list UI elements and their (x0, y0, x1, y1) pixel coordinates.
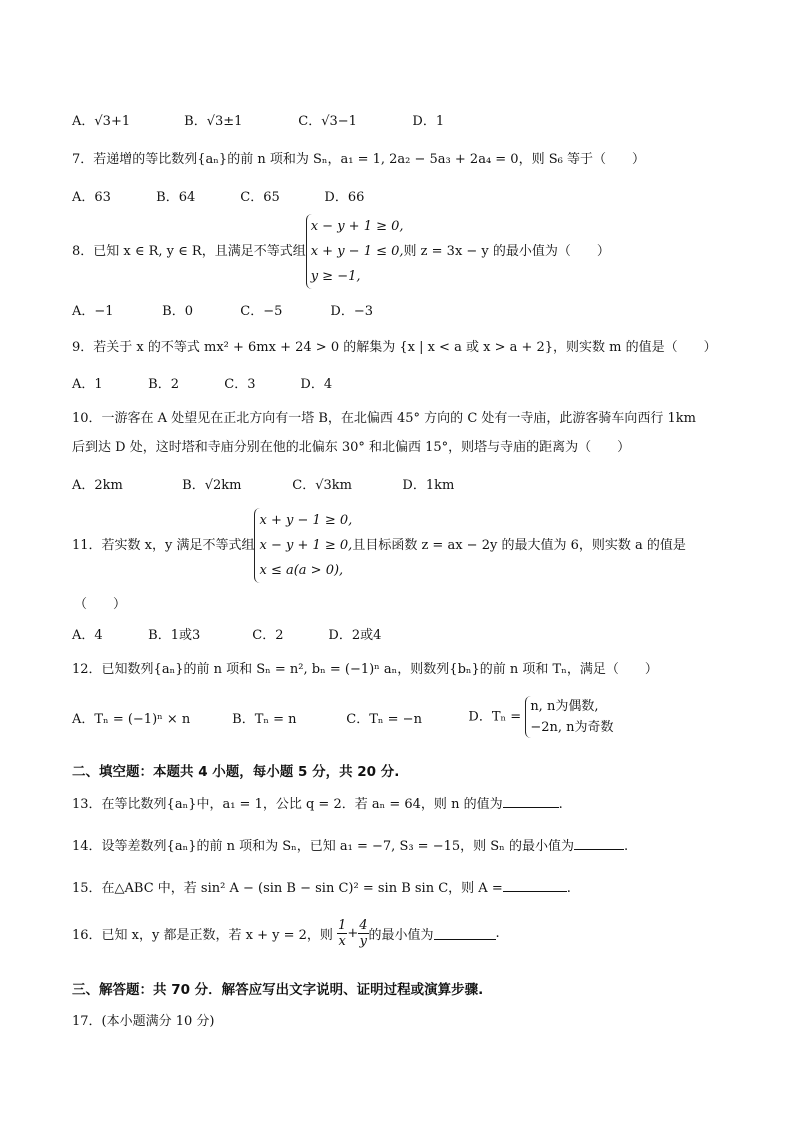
q11-sys-2: x − y + 1 ≥ 0, (259, 538, 353, 553)
q15-blank (503, 879, 567, 892)
q14-text: 14．设等差数列{aₙ}的前 n 项和为 Sₙ，已知 a₁ = −7, S₃ = −15，则 Sₙ 的最小值为 (72, 839, 574, 854)
q13-blank (503, 795, 559, 808)
q12-option-c: C．Tₙ = −n (346, 711, 422, 727)
q13 (72, 793, 563, 812)
section-2-heading: 二、填空题：本题共 4 小题，每小题 5 分，共 20 分. (72, 764, 400, 780)
q8-option-d: D．−3 (330, 304, 374, 319)
q16-text: 16．已知 x，y 都是正数，若 x + y = 2，则 (72, 928, 333, 943)
q11-stem (72, 508, 686, 583)
q16-fraction-1: $\frac{1}{x}$ (338, 918, 347, 949)
q7-option-b: B．64 (156, 190, 196, 205)
q9-stem: 9．若关于 x 的不等式 mx² + 6mx + 24 > 0 的解集为 {x | x < a 或 x > a + 2}，则实数 m 的值是（ ） (72, 340, 717, 355)
q11-system (254, 508, 352, 583)
q7-stem: 7．若递增的等比数列{aₙ}的前 n 项和为 Sₙ，a₁ = 1, 2a₂ − 5a₃ + 2a₄ = 0，则 S₆ 等于（ ） (72, 152, 645, 167)
q8-sys-2: x + y − 1 ≤ 0, (310, 244, 404, 259)
q14-blank (574, 837, 624, 850)
q17-heading: 17．(本小题满分 10 分) (72, 1014, 215, 1029)
q12-option-d-label: D．Tₙ = (468, 709, 522, 725)
q15-text: 15．在△ABC 中，若 sin² A − (sin B − sin C)² = sin B sin C，则 A = (72, 881, 503, 896)
q8-stem (72, 214, 610, 289)
q10-options (72, 474, 454, 493)
q12-option-a: A．Tₙ = (−1)ⁿ × n (72, 711, 191, 727)
q10-option-c: C．√3km (292, 478, 352, 493)
q8-sys-1: x − y + 1 ≥ 0, (310, 219, 404, 234)
q9-option-b: B．2 (148, 377, 179, 392)
q16-end: . (495, 926, 500, 941)
q7-option-c: C．65 (240, 190, 280, 205)
q6-option-d: D．1 (412, 114, 445, 129)
q12-case-2: −2n, n为奇数 (530, 720, 614, 735)
q16-blank (434, 927, 496, 940)
q9-option-c: C．3 (224, 377, 256, 392)
q12-option-d-cases (525, 696, 613, 738)
q13-text: 13．在等比数列{aₙ}中，a₁ = 1，公比 q = 2．若 aₙ = 64，则 n 的值为 (72, 797, 503, 812)
q11-option-b: B．1或3 (148, 628, 201, 643)
q14-end: . (623, 839, 629, 854)
q16-mid: 的最小值为 (368, 928, 434, 943)
q11-paren: （ ） (74, 597, 127, 612)
q7-options (72, 186, 364, 205)
q11-pre: 11．若实数 x，y 满足不等式组 (72, 538, 255, 553)
q12-case-1: n, n为偶数, (530, 699, 599, 714)
q12-options (72, 696, 614, 738)
q8-post: 则 z = 3x − y 的最小值为（ ） (403, 244, 610, 259)
q15-end: . (566, 881, 571, 896)
q6-option-b: B．√3±1 (184, 114, 243, 129)
q10-line2: 后到达 D 处，这时塔和寺庙分别在他的北偏东 30° 和北偏西 15°，则塔与寺庙的距离为（ ） (72, 440, 631, 455)
q11-post: 且目标函数 z = ax − 2y 的最大值为 6，则实数 a 的值是 (352, 538, 686, 553)
q6-options (72, 110, 444, 129)
q7-option-a: A．63 (72, 190, 111, 205)
q8-option-b: B．0 (162, 304, 193, 319)
q11-sys-3: x ≤ a(a > 0), (259, 563, 344, 578)
q8-option-c: C．−5 (240, 304, 283, 319)
q12-option-d (468, 696, 613, 738)
q11-option-c: C．2 (252, 628, 284, 643)
q10-option-d: D．1km (402, 478, 455, 493)
q7-option-d: D．66 (324, 190, 365, 205)
q9-option-a: A．1 (72, 377, 103, 392)
q14 (72, 835, 628, 854)
q8-options (72, 300, 373, 319)
q16: 16．已知 x，y 都是正数，若 x + y = 2，则 $\frac{1}{x}$ + $\frac{4}{y}$ 的最小值为 . (72, 918, 500, 949)
q11-option-a: A．4 (72, 628, 103, 643)
q10-option-b: B．√2km (182, 478, 242, 493)
q10-option-a: A．2km (72, 478, 123, 493)
q8-system (306, 214, 404, 289)
q10-line1: 10．一游客在 A 处望见在正北方向有一塔 B，在北偏西 45° 方向的 C 处有一寺庙，此游客骑车向西行 1km (72, 411, 697, 426)
q8-pre: 8．已知 x ∈ R, y ∈ R，且满足不等式组 (72, 244, 306, 259)
q12-stem: 12．已知数列{aₙ}的前 n 项和 Sₙ = n², bₙ = (−1)ⁿ aₙ，则数列{bₙ}的前 n 项和 Tₙ，满足（ ） (72, 662, 658, 677)
q11-sys-1: x + y − 1 ≥ 0, (259, 513, 353, 528)
q6-option-a: A．√3+1 (72, 114, 131, 129)
q8-option-a: A．−1 (72, 304, 114, 319)
q11-option-d: D．2或4 (328, 628, 382, 643)
q8-sys-3: y ≥ −1, (310, 269, 361, 284)
q11-options (72, 624, 381, 643)
section-3-heading: 三、解答题：共 70 分．解答应写出文字说明、证明过程或演算步骤. (72, 982, 484, 998)
q9-option-d: D．4 (300, 377, 333, 392)
q15 (72, 877, 571, 896)
q13-end: . (558, 797, 563, 812)
q9-options (72, 373, 332, 392)
q16-fraction-2: $\frac{4}{y}$ (359, 918, 368, 949)
q6-option-c: C．√3−1 (298, 114, 357, 129)
q12-option-b: B．Tₙ = n (232, 711, 297, 727)
